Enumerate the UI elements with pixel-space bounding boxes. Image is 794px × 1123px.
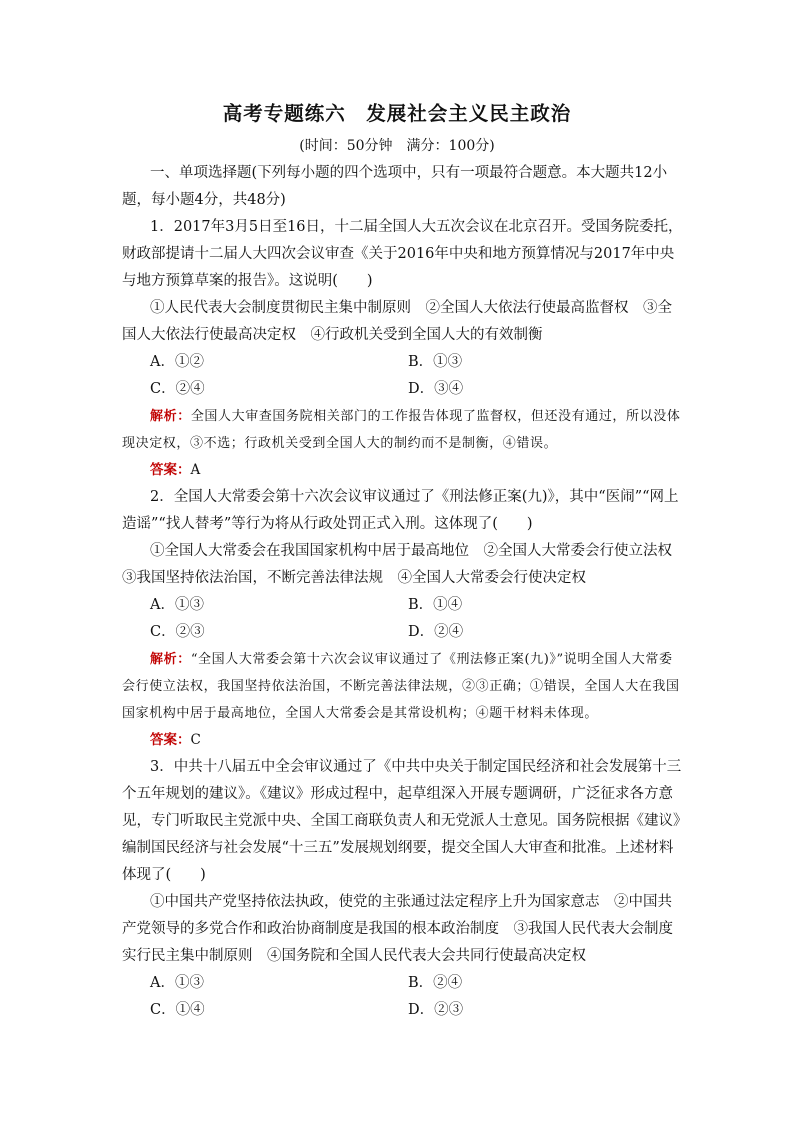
explanation-label: 解析： [150, 652, 191, 667]
answer-value: A [190, 462, 201, 478]
option-d[interactable]: D．②④ [408, 624, 464, 640]
answer-label: 答案： [150, 732, 191, 748]
question-2-options-row-2 [122, 619, 684, 646]
question-1-explanation [122, 403, 684, 457]
question-3-items: ①中国共产党坚持依法执政，使党的主张通过法定程序上升为国家意志 ②中国共产党领导的多党合作和政治协商制度是我国的根本政治制度 ③我国人民代表大会制度实行民主集中制原则 ④国务院和全国人民代表大会共同行使最高决定权 [122, 894, 673, 964]
option-a[interactable]: A．①② [150, 354, 204, 370]
option-b[interactable]: B．②④ [408, 975, 463, 991]
option-c[interactable]: C．②④ [150, 381, 205, 397]
explanation-label: 解析： [150, 409, 191, 424]
question-2-stem: 2．全国人大常委会第十六次会议审议通过了《刑法修正案(九)》，其中“医闹”“网上造谣”“找人替考”等行为将从行政处罚正式入刑。这体现了( ) [122, 489, 679, 532]
question-1-answer [122, 457, 684, 484]
section-heading: 一、单项选择题(下列每小题的四个选项中，只有一项最符合题意。本大题共12小题，每小题4分，共48分) [122, 165, 668, 208]
question-2-answer [122, 727, 684, 754]
answer-label: 答案： [150, 462, 191, 478]
question-1-options-row-2 [122, 376, 684, 403]
question-1-options-row-1 [122, 349, 684, 376]
exam-meta: (时间：50分钟 满分：100分) [299, 138, 495, 154]
question-2-options-row-1 [122, 592, 684, 619]
question-1-items: ①人民代表大会制度贯彻民主集中制原则 ②全国人大依法行使最高监督权 ③全国人大依法行使最高决定权 ④行政机关受到全国人大的有效制衡 [122, 300, 672, 343]
question-3-options-row-1 [122, 970, 684, 997]
explanation-text: “全国人大常委会第十六次会议审议通过了《刑法修正案(九)》”说明全国人大常委会行使立法权，我国坚持依法治国，不断完善法律法规，②③正确；①错误，全国人大在我国国家机构中居于最高地位，全国人大常委会是其常设机构；④题干材料未体现。 [122, 652, 680, 721]
option-d[interactable]: D．③④ [408, 381, 464, 397]
option-d[interactable]: D．②③ [408, 1002, 464, 1018]
question-2-items: ①全国人大常委会在我国国家机构中居于最高地位 ②全国人大常委会行使立法权 ③我国坚持依法治国，不断完善法律法规 ④全国人大常委会行使决定权 [122, 543, 687, 586]
exam-content [122, 160, 687, 1024]
question-3-stem: 3．中共十八届五中全会审议通过了《中共中央关于制定国民经济和社会发展第十三个五年规划的建议》。《建议》形成过程中，起草组深入开展专题调研，广泛征求各方意见，专门听取民主党派中央、全国工商联负责人和无党派人士意见。国务院根据《建议》编制国民经济与社会发展“十三五”发展规划纲要，提交全国人大审查和批准。上述材料体现了( ) [122, 759, 682, 883]
option-b[interactable]: B．①③ [408, 354, 463, 370]
explanation-text: 全国人大审查国务院相关部门的工作报告体现了监督权，但还没有通过，所以没体现决定权，③不选；行政机关受到全国人大的制约而不是制衡，④错误。 [122, 409, 681, 451]
question-3-options-row-2 [122, 997, 684, 1024]
option-c[interactable]: C．①④ [150, 1002, 205, 1018]
page-title: 高考专题练六 发展社会主义民主政治 [222, 102, 572, 125]
answer-value: C [190, 732, 201, 748]
option-b[interactable]: B．①④ [408, 597, 463, 613]
option-a[interactable]: A．①③ [150, 975, 204, 991]
option-c[interactable]: C．②③ [150, 624, 205, 640]
question-1-stem: 1．2017年3月5日至16日，十二届全国人大五次会议在北京召开。受国务院委托，财政部提请十二届人大四次会议审查《关于2016年中央和地方预算情况与2017年中央与地方预算草案的报告》。这说明( ) [122, 219, 683, 289]
option-a[interactable]: A．①③ [150, 597, 204, 613]
question-2-explanation [122, 646, 684, 727]
